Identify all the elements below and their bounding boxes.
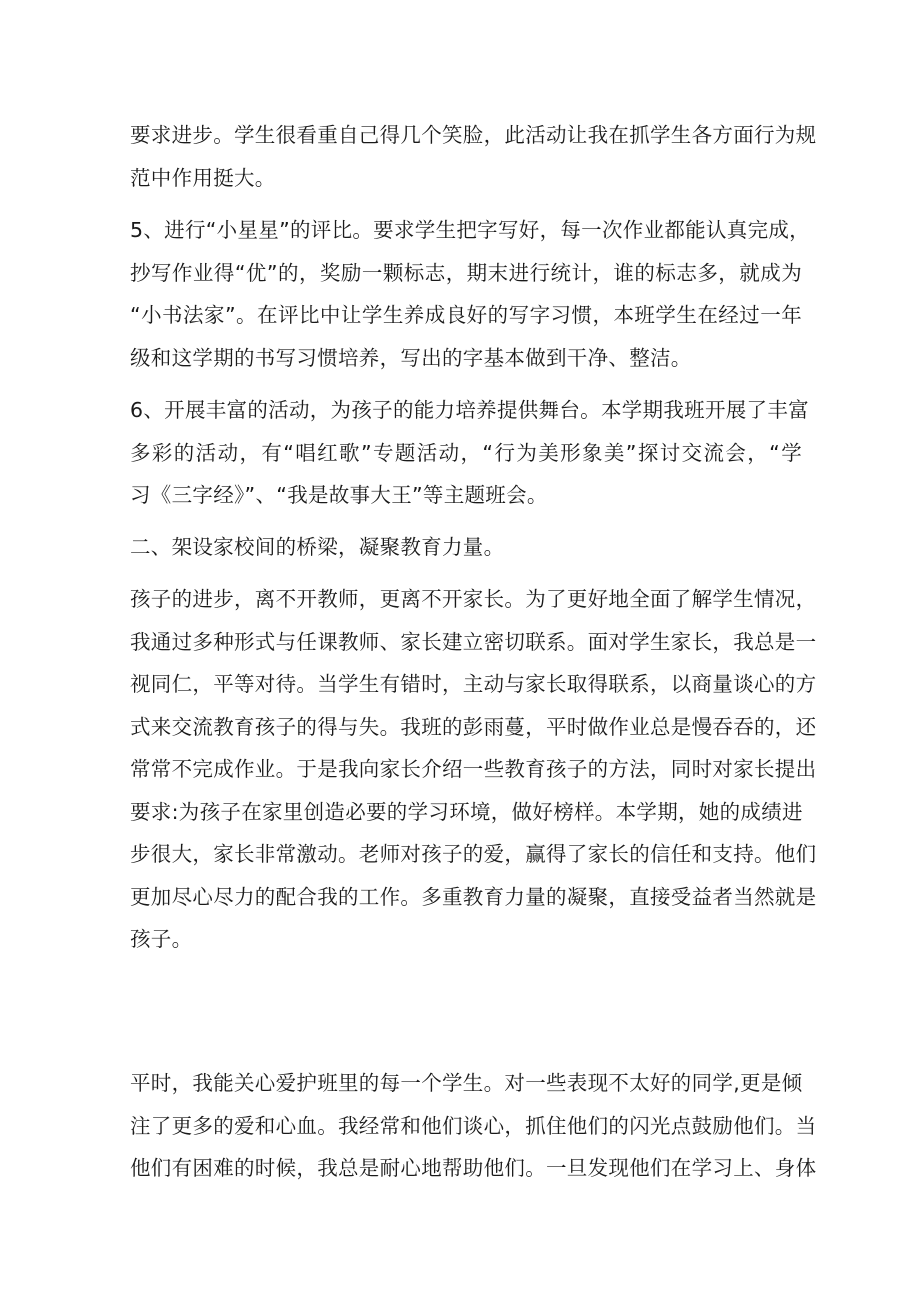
text-line: 式来交流教育孩子的得与失。我班的彭雨蔓，平时做作业总是慢吞吞的，还: [130, 714, 817, 739]
text-line: 他们有困难的时候，我总是耐心地帮助他们。一旦发现他们在学习上、身体: [130, 1156, 817, 1180]
text-line: 6、开展丰富的活动，为孩子的能力培养提供舞台。本学期我班开展了丰富: [130, 398, 809, 422]
text-line: 多彩的活动，有“唱红歌”专题活动，“行为美形象美”探讨交流会，“学: [130, 440, 802, 465]
paragraph-parents-cooperation: [130, 578, 817, 961]
text-line: 视同仁，平等对待。当学生有错时，主动与家长取得联系，以商量谈心的方: [130, 672, 817, 696]
text-line: 孩子的进步，离不开教师，更离不开家长。为了更好地全面了解学生情况，: [130, 587, 817, 611]
text-line: 习《三字经》”、“我是故事大王”等主题班会。: [130, 483, 548, 507]
section-heading-home-school: [130, 526, 802, 569]
text-line: 级和这学期的书写习惯培养，写出的字基本做到干净、整洁。: [130, 345, 692, 370]
text-line: 平时，我能关心爱护班里的每一个学生。对一些表现不太好的同学,更是倾: [130, 1071, 803, 1095]
text-line: 范中作用挺大。: [130, 165, 276, 190]
text-line: 孩子。: [130, 927, 193, 951]
paragraph-behavior-smileys: [130, 114, 817, 199]
text-line: 常常不完成作业。于是我向家长介绍一些教育孩子的方法，同时对家长提出: [130, 757, 817, 781]
text-line: 抄写作业得“优”的，奖励一颗标志，期末进行统计，谁的标志多，就成为: [130, 260, 802, 285]
paragraph-item-5-little-star: [130, 209, 810, 379]
text-line: 要求进步。学生很看重自己得几个笑脸，此活动让我在抓学生各方面行为规: [130, 123, 817, 147]
text-line: 5、进行“小星星”的评比。要求学生把字写好，每一次作业都能认真完成，: [130, 218, 810, 242]
text-line: 更加尽心尽力的配合我的工作。多重教育力量的凝聚，直接受益者当然就是: [130, 884, 817, 909]
text-line: 二、架设家校间的桥梁，凝聚教育力量。: [130, 535, 505, 559]
paragraph-caring-students: [130, 1062, 817, 1190]
paragraph-item-6-activities: [130, 389, 809, 517]
text-line: 步很大，家长非常激动。老师对孩子的爱，赢得了家长的信任和支持。他们: [130, 842, 817, 866]
text-line: “小书法家”。在评比中让学生养成良好的写字习惯，本班学生在经过一年: [130, 303, 802, 327]
text-line: 我通过多种形式与任课教师、家长建立密切联系。面对学生家长，我总是一: [130, 629, 817, 654]
text-line: 要求:为孩子在家里创造必要的学习环境，做好榜样。本学期，她的成绩进: [130, 799, 803, 824]
text-line: 注了更多的爱和心血。我经常和他们谈心，抓住他们的闪光点鼓励他们。当: [130, 1113, 817, 1138]
